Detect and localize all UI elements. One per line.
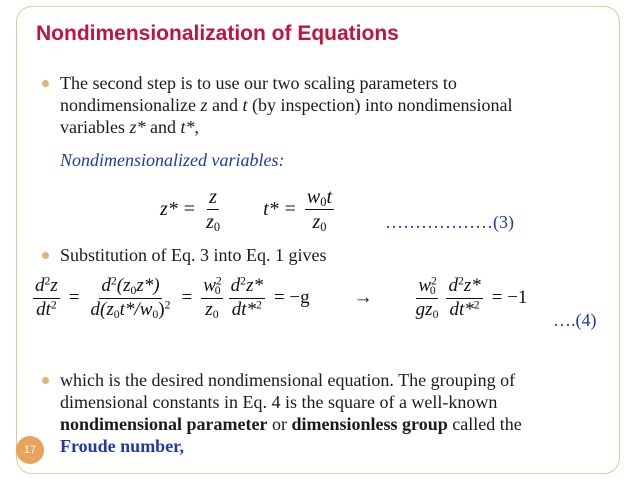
fraction-substitution: $\frac{d^2(z_0z*)}{d(z_0t*/w_0)^2}$	[90, 274, 171, 321]
equation-4-tag: ….(4)	[553, 310, 597, 330]
bullet-2-text: Substitution of Eq. 3 into Eq. 1 gives	[60, 245, 327, 265]
bullet-marker	[42, 252, 49, 259]
equation-4: $\frac{d^2z}{dt^2}$ = $\frac{d^2(z_0z*)}{d(z_0t*/w_0)^2}$ = $\frac{w^2_0}{z_0}$ $\frac{d^2z*}{dt*^2}$ = −g → $\frac{w^2_0}{gz_0}$ $\frac{d^2z*}{dt*^2}$ = −1	[35, 274, 528, 321]
fraction-d2zstar-dtstar2: $\frac{d^2z*}{dt*^2}$	[230, 274, 263, 320]
bullet-3-line-2: dimensional constants in Eq. 4 is the square of a well-known	[60, 392, 498, 412]
bullet-1-line-3: variables z* and t*,	[60, 117, 199, 137]
page-number-badge: 17	[16, 436, 44, 464]
equation-3-tag: ………………(3)	[385, 212, 514, 232]
slide-title: Nondimensionalization of Equations	[36, 22, 399, 45]
fraction-w0sq-over-gz0: $\frac{w^2_0}{gz_0}$	[415, 274, 439, 321]
fraction-z-over-z0: $\frac{z}{z_0}$	[206, 186, 221, 235]
bullet-1-line-2: nondimensionalize z and t (by inspection) into nondimensional	[60, 95, 513, 115]
bullet-marker	[42, 377, 49, 384]
equation-3: z* = $\frac{z}{z_0}$ t* = $\frac{w_0t}{z_0}$	[160, 186, 333, 235]
subheading-nondimensionalized-variables: Nondimensionalized variables:	[60, 150, 285, 170]
fraction-w0sq-over-z0: $\frac{w^2_0}{z_0}$	[203, 274, 222, 321]
bullet-3-line-3: nondimensional parameter or dimensionless group called the	[60, 414, 522, 434]
bullet-1-text	[60, 72, 620, 138]
fraction-d2zstar-dtstar2-b: $\frac{d^2z*}{dt*^2}$	[448, 274, 481, 320]
fraction-w0t-over-z0: $\frac{w_0t}{z_0}$	[306, 186, 333, 235]
bullet-marker	[42, 80, 49, 87]
bullet-3-line-1: which is the desired nondimensional equation. The grouping of	[60, 370, 516, 390]
froude-number-term: Froude number,	[60, 436, 185, 456]
bullet-3-text	[60, 369, 625, 457]
bullet-1-line-1: The second step is to use our two scaling parameters to	[60, 73, 457, 93]
fraction-d2z-dt2: $\frac{d^2z}{dt^2}$	[35, 274, 58, 320]
